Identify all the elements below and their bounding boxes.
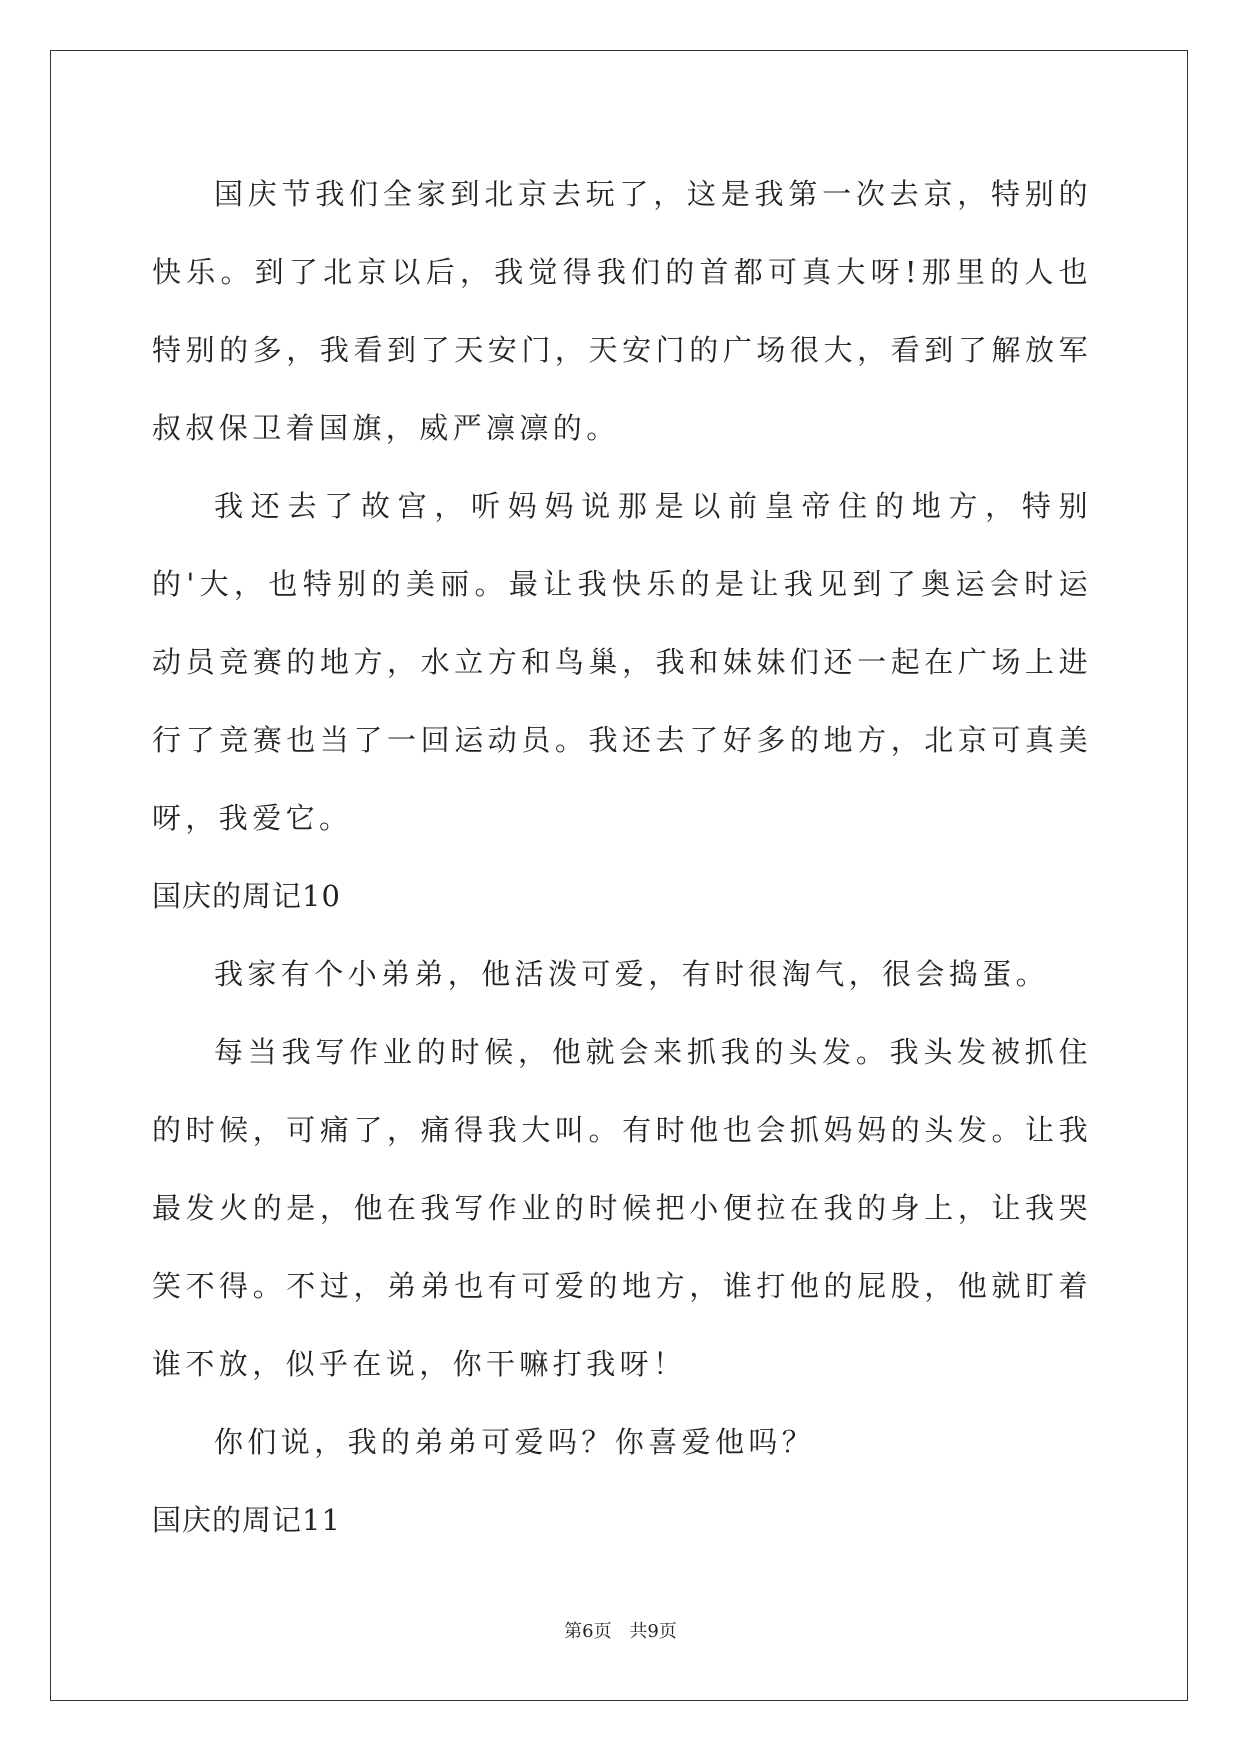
- paragraph: 每当我写作业的时候，他就会来抓我的头发。我头发被抓住的时候，可痛了，痛得我大叫。有时他也会抓妈妈的头发。让我最发火的是，他在我写作业的时候把小便拉在我的身上，让我哭笑不得。不过，弟弟也有可爱的地方，谁打他的屁股，他就盯着谁不放，似乎在说，你干嘛打我呀！: [152, 1035, 1092, 1381]
- paragraph: 我还去了故宫，听妈妈说那是以前皇帝住的地方，特别的'大，也特别的美丽。最让我快乐的是让我见到了奥运会时运动员竞赛的地方，水立方和鸟巢，我和妹妹们还一起在广场上进行了竞赛也当了一回运动员。我还去了好多的地方，北京可真美呀，我爱它。: [152, 489, 1092, 835]
- paragraph: 国庆节我们全家到北京去玩了，这是我第一次去京，特别的快乐。到了北京以后，我觉得我们的首都可真大呀!那里的人也特别的多，我看到了天安门，天安门的广场很大，看到了解放军叔叔保卫着国旗，威严凛凛的。: [152, 177, 1092, 445]
- page-footer: [0, 1617, 1241, 1643]
- section-heading: 国庆的周记11: [152, 1503, 341, 1537]
- current-page-number: 第6页: [564, 1621, 612, 1642]
- section-heading: 国庆的周记10: [152, 879, 341, 913]
- paragraph: 你们说，我的弟弟可爱吗？你喜爱他吗？: [214, 1425, 816, 1459]
- paragraph: 我家有个小弟弟，他活泼可爱，有时很淘气，很会捣蛋。: [214, 957, 1050, 991]
- document-body: [152, 155, 1092, 1559]
- total-pages: 共9页: [629, 1621, 677, 1642]
